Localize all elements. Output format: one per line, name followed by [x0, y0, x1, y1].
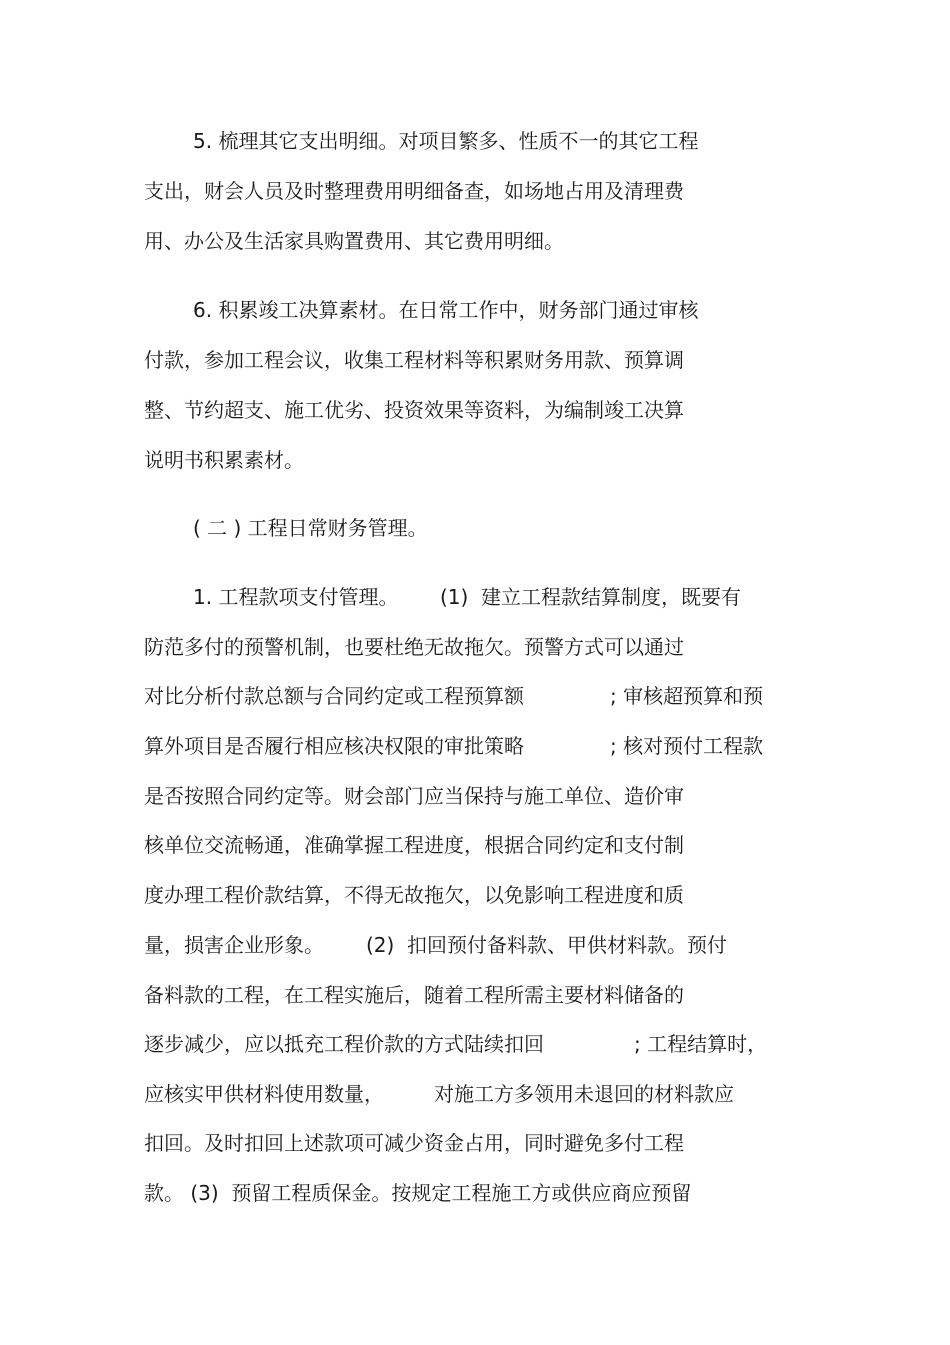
text-line: ; 审核超预算和预: [610, 684, 764, 708]
text-line: 算外项目是否履行相应核决权限的审批策略: [144, 734, 524, 758]
text-line: 备料款的工程，在工程实施后，随着工程所需主要材料储备的: [144, 983, 684, 1007]
text-line: 防范多付的预警机制，也要杜绝无故拖欠。预警方式可以通过: [144, 635, 684, 659]
text-line: 度办理工程价款结算，不得无故拖欠，以免影响工程进度和质: [144, 883, 684, 907]
text-line: 量，损害企业形象。: [144, 933, 324, 957]
text-line: ; 核对预付工程款: [610, 734, 764, 758]
text-line: 应核实甲供材料使用数量，: [144, 1082, 384, 1106]
text-line: 整、节约超支、施工优劣、投资效果等资料，为编制竣工决算: [144, 398, 684, 422]
text-line: 5. 梳理其它支出明细。对项目繁多、性质不一的其它工程: [193, 129, 699, 153]
text-line: 支出，财会人员及时整理费用明细备查，如场地占用及清理费: [144, 179, 684, 203]
text-line: ; 工程结算时，: [634, 1032, 768, 1056]
text-line: 款。 (3) 预留工程质保金。按规定工程施工方或供应商应预留: [144, 1181, 692, 1205]
section-heading: ( 二 ) 工程日常财务管理。: [193, 516, 428, 540]
text-line: 逐步减少，应以抵充工程价款的方式陆续扣回: [144, 1032, 544, 1056]
text-line: 1. 工程款项支付管理。: [193, 585, 399, 609]
text-line: 是否按照合同约定等。财会部门应当保持与施工单位、造价审: [144, 784, 684, 808]
text-line: 说明书积累素材。: [144, 448, 304, 472]
text-line: (2) 扣回预付备料款、甲供材料款。预付: [366, 933, 728, 957]
text-line: 对施工方多领用未退回的材料款应: [434, 1082, 734, 1106]
text-line: 用、办公及生活家具购置费用、其它费用明细。: [144, 229, 564, 253]
text-line: 扣回。及时扣回上述款项可减少资金占用，同时避免多付工程: [144, 1131, 684, 1155]
text-line: (1) 建立工程款结算制度，既要有: [440, 585, 742, 609]
text-line: 核单位交流畅通，准确掌握工程进度，根据合同约定和支付制: [144, 833, 684, 857]
text-line: 对比分析付款总额与合同约定或工程预算额: [144, 684, 524, 708]
text-line: 付款，参加工程会议，收集工程材料等积累财务用款、预算调: [144, 348, 684, 372]
text-line: 6. 积累竣工决算素材。在日常工作中，财务部门通过审核: [193, 298, 699, 322]
